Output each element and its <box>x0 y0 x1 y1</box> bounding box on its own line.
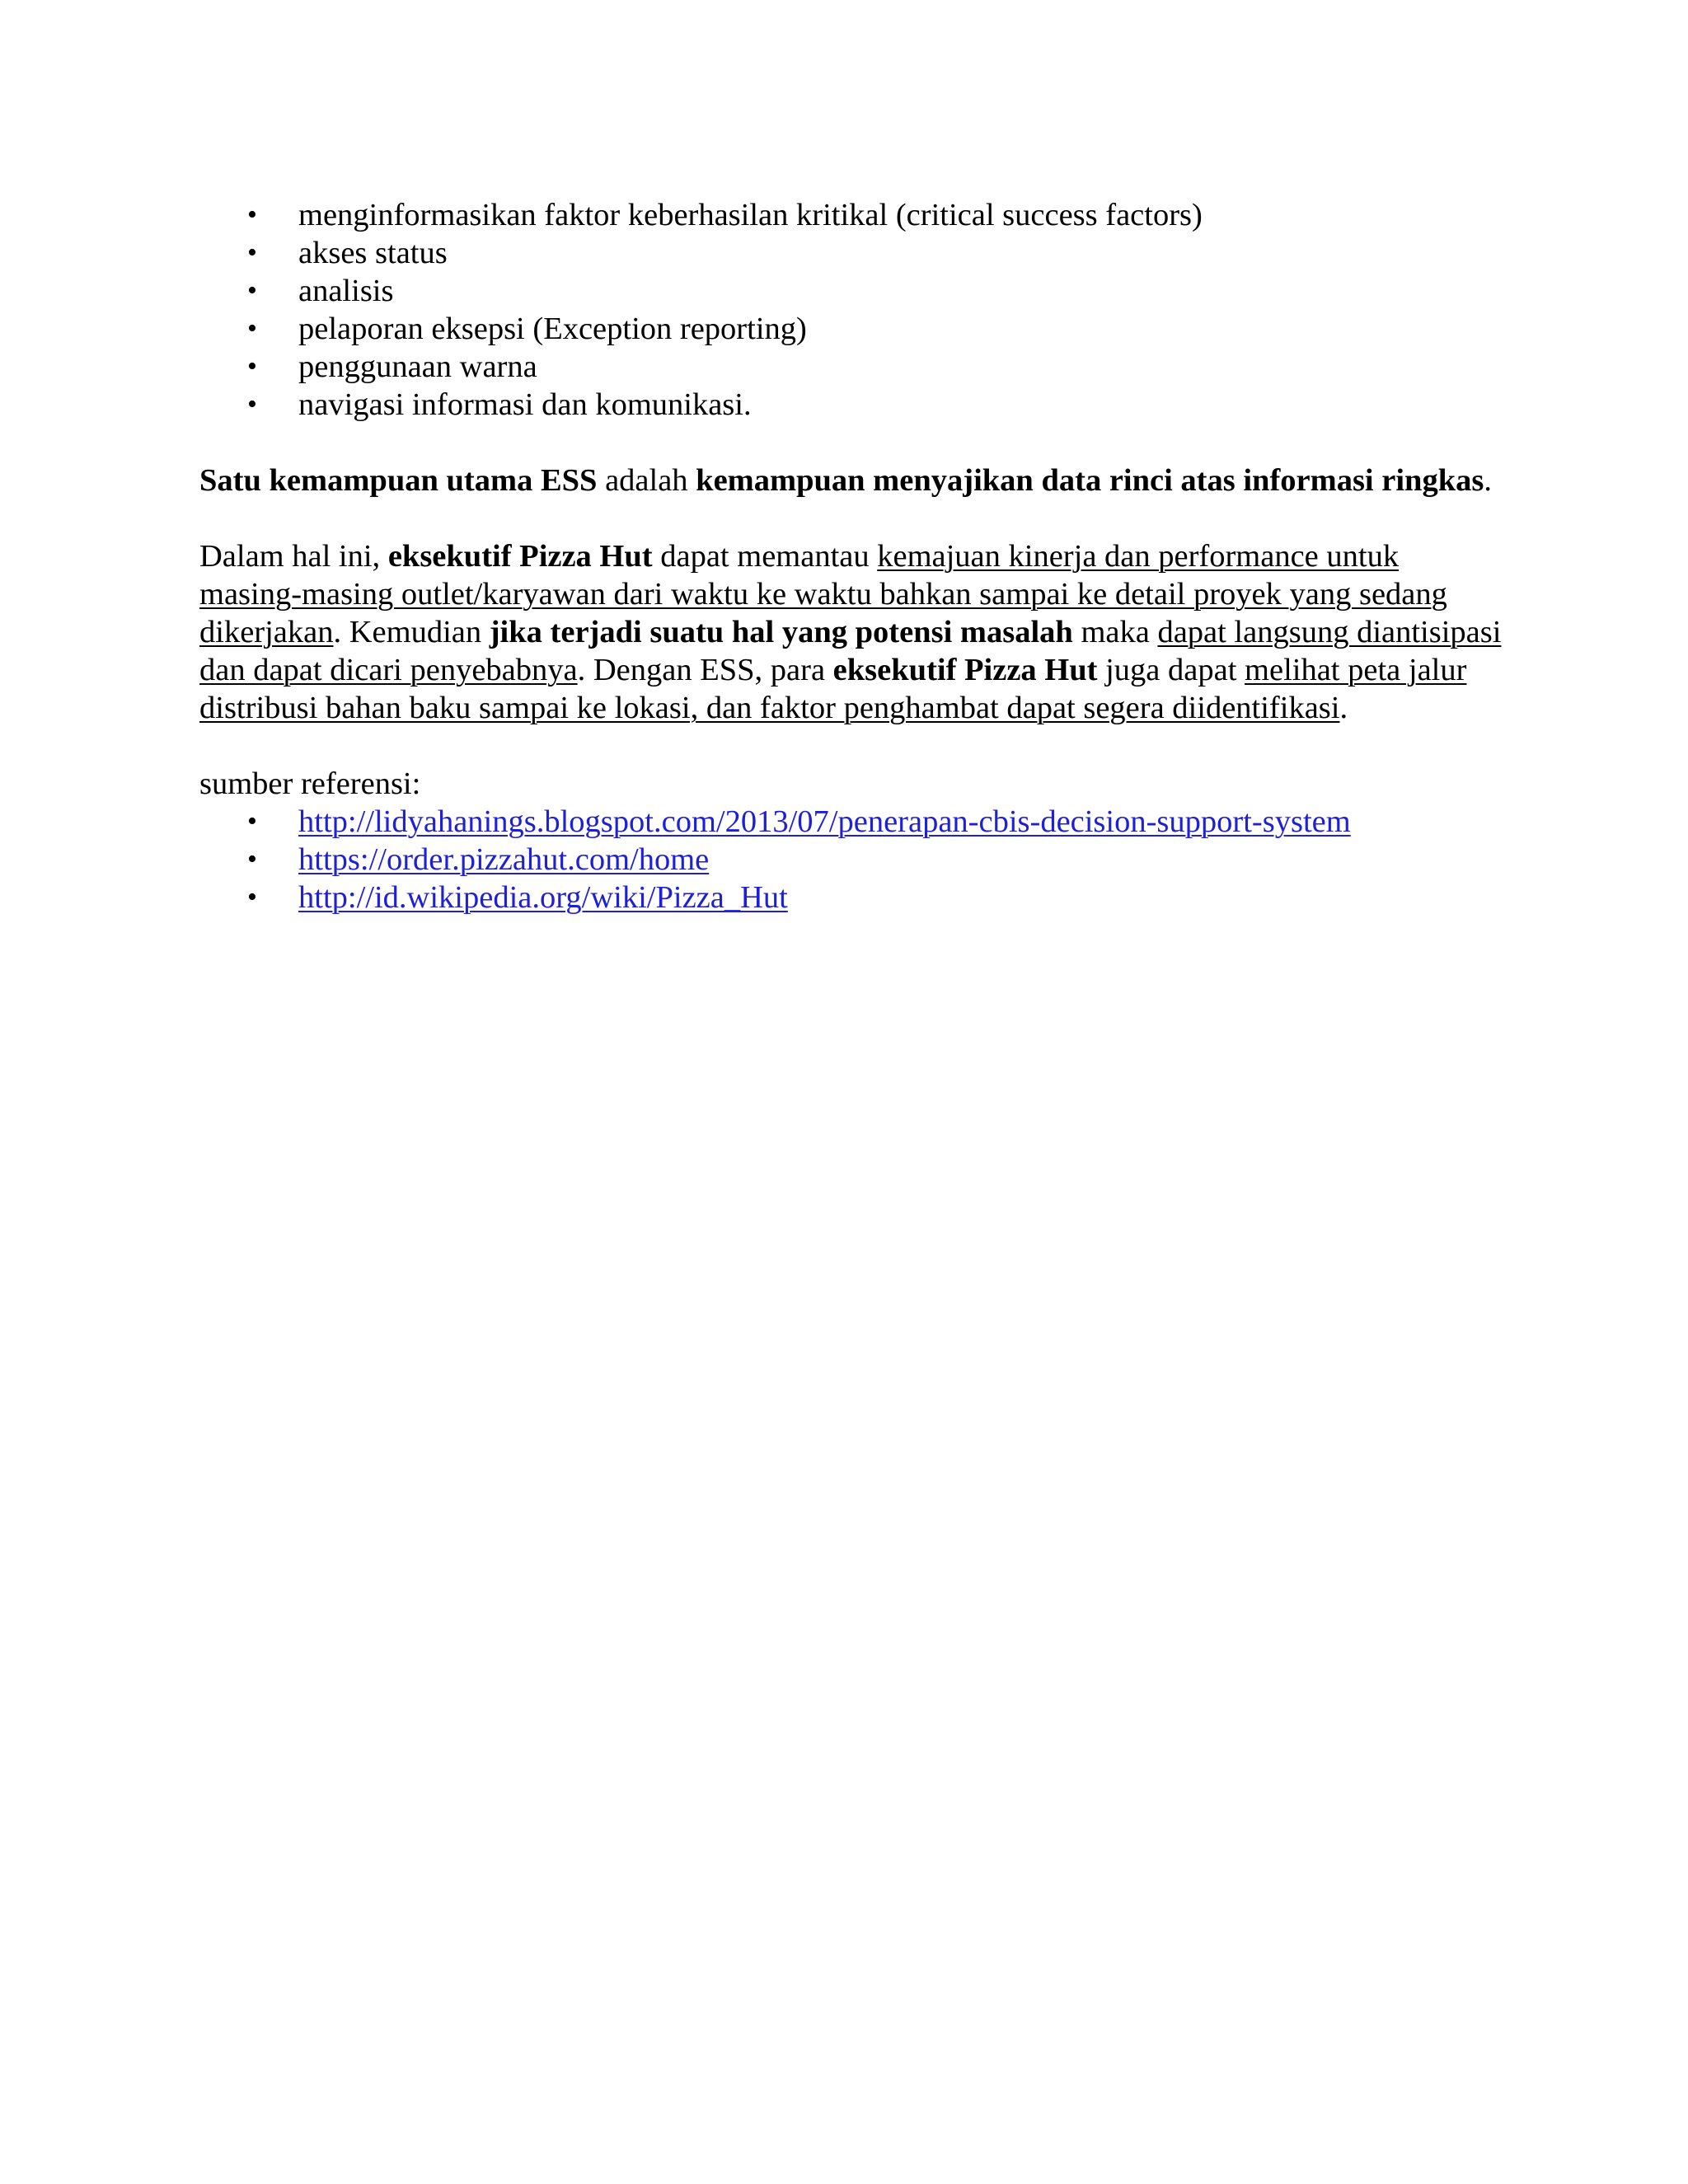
list-item-text: analisis <box>298 274 394 308</box>
underlined-phrase: melihat peta jalur distribusi bahan baku sampai ke lokasi, dan faktor penghambat dapat segera diidentifikasi <box>199 653 1467 725</box>
bullet-icon: • <box>247 275 257 306</box>
list-item <box>199 879 1502 916</box>
list-item-text: akses status <box>298 236 448 270</box>
plain-text: maka <box>1072 615 1158 649</box>
reference-link[interactable]: https://order.pizzahut.com/home <box>298 842 710 877</box>
references-label: sumber referensi: <box>199 766 421 801</box>
bullet-icon: • <box>247 882 257 912</box>
list-item <box>199 272 1502 310</box>
ess-capability-paragraph <box>199 462 1502 499</box>
references-list <box>199 803 1502 916</box>
bullet-icon: • <box>247 351 257 382</box>
list-item-text: pelaporan eksepsi (Exception reporting) <box>298 312 807 346</box>
bold-phrase: eksekutif Pizza Hut <box>832 653 1098 687</box>
bullet-icon: • <box>247 313 257 344</box>
list-item <box>199 310 1502 348</box>
list-item-text: navigasi informasi dan komunikasi. <box>298 387 752 422</box>
reference-link[interactable]: http://id.wikipedia.org/wiki/Pizza_Hut <box>298 880 788 915</box>
underlined-phrase: dapat langsung diantisipasi dan dapat dicari penyebabnya <box>199 615 1502 687</box>
plain-text: adalah <box>597 463 696 498</box>
plain-text: . <box>1339 691 1348 725</box>
list-item-text: penggunaan warna <box>298 349 537 384</box>
pizza-hut-paragraph <box>199 537 1502 727</box>
bullet-icon: • <box>247 199 257 230</box>
reference-link[interactable]: http://lidyahanings.blogspot.com/2013/07/penerapan-cbis-decision-support-system <box>298 804 1351 839</box>
plain-text: . Dengan ESS, para <box>577 653 833 687</box>
bullet-icon: • <box>247 806 257 837</box>
bold-phrase: jika terjadi suatu hal yang potensi masalah <box>489 615 1073 649</box>
underlined-phrase: kemajuan kinerja dan performance untuk masing-masing outlet/karyawan dari waktu ke waktu bahkan sampai ke detail proyek yang sedang dikerjakan <box>199 539 1447 649</box>
document-page <box>199 196 1502 916</box>
list-item <box>199 803 1502 841</box>
list-item <box>199 196 1502 234</box>
list-item <box>199 234 1502 272</box>
bold-phrase: eksekutif Pizza Hut <box>387 539 653 574</box>
plain-text: . Kemudian <box>333 615 490 649</box>
features-list <box>199 196 1502 424</box>
bullet-icon: • <box>247 844 257 874</box>
list-item <box>199 348 1502 386</box>
bold-phrase: Satu kemampuan utama ESS <box>199 463 598 498</box>
list-item-text: menginformasikan faktor keberhasilan kritikal (critical success factors) <box>298 198 1203 232</box>
plain-text: Dalam hal ini, <box>199 539 388 574</box>
bullet-icon: • <box>247 389 257 419</box>
list-item <box>199 386 1502 424</box>
bold-phrase: kemampuan menyajikan data rinci atas informasi ringkas <box>696 463 1484 498</box>
bullet-icon: • <box>247 237 257 268</box>
plain-text: juga dapat <box>1097 653 1245 687</box>
plain-text: dapat memantau <box>652 539 878 574</box>
list-item <box>199 841 1502 879</box>
plain-text: . <box>1484 463 1492 498</box>
